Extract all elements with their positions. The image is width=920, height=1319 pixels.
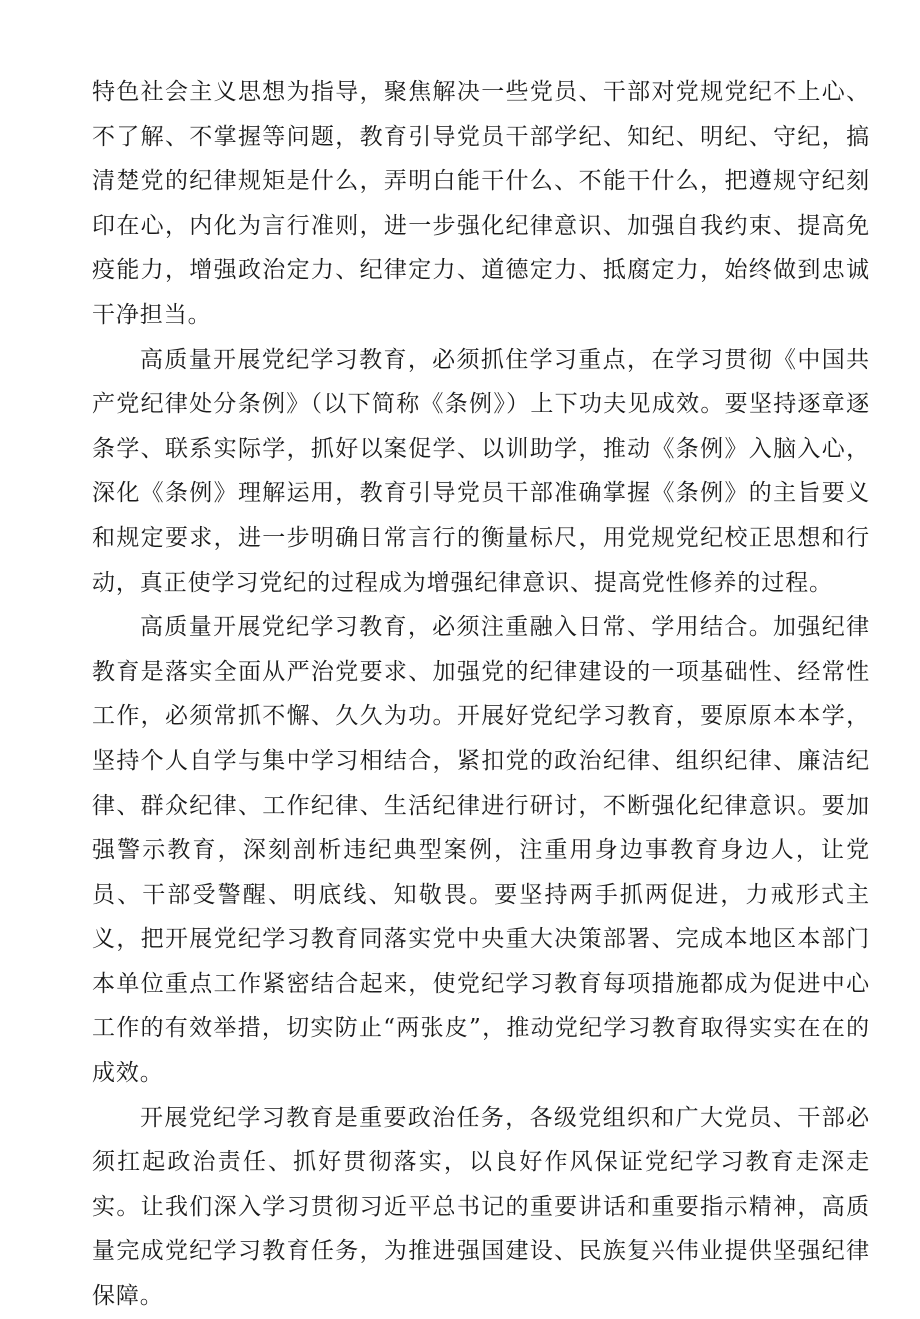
document-page — [92, 70, 870, 1319]
paragraph-3: 高质量开展党纪学习教育，必须注重融入日常、学用结合。加强纪律教育是落实全面从严治党要求、加强党的纪律建设的一项基础性、经常性工作，必须常抓不懈、久久为功。开展好党纪学习教育，要原原本本学，坚持个人自学与集中学习相结合，紧扣党的政治纪律、组织纪律、廉洁纪律、群众纪律、工作纪律、生活纪律进行研讨，不断强化纪律意识。要加强警示教育，深刻剖析违纪典型案例，注重用身边事教育身边人，让党员、干部受警醒、明底线、知敬畏。要坚持两手抓两促进，力戒形式主义，把开展党纪学习教育同落实党中央重大决策部署、完成本地区本部门本单位重点工作紧密结合起来，使党纪学习教育每项措施都成为促进中心工作的有效举措，切实防止“两张皮”，推动党纪学习教育取得实实在在的成效。 — [92, 614, 870, 1087]
paragraph-1: 特色社会主义思想为指导，聚焦解决一些党员、干部对党规党纪不上心、不了解、不掌握等问题，教育引导党员干部学纪、知纪、明纪、守纪，搞清楚党的纪律规矩是什么，弄明白能干什么、不能干什么，把遵规守纪刻印在心，内化为言行准则，进一步强化纪律意识、加强自我约束、提高免疫能力，增强政治定力、纪律定力、道德定力、抵腐定力，始终做到忠诚干净担当。 — [92, 79, 870, 328]
paragraph-4: 开展党纪学习教育是重要政治任务，各级党组织和广大党员、干部必须扛起政治责任、抓好贯彻落实，以良好作风保证党纪学习教育走深走实。让我们深入学习贯彻习近平总书记的重要讲话和重要指示精神，高质量完成党纪学习教育任务，为推进强国建设、民族复兴伟业提供坚强纪律保障。 — [92, 1104, 870, 1310]
paragraph-2: 高质量开展党纪学习教育，必须抓住学习重点，在学习贯彻《中国共产党纪律处分条例》（以下简称《条例》）上下功夫见成效。要坚持逐章逐条学、联系实际学，抓好以案促学、以训助学，推动《条例》入脑入心，深化《条例》理解运用，教育引导党员干部准确掌握《条例》的主旨要义和规定要求，进一步明确日常言行的衡量标尺，用党规党纪校正思想和行动，真正使学习党纪的过程成为增强纪律意识、提高党性修养的过程。 — [92, 346, 870, 596]
